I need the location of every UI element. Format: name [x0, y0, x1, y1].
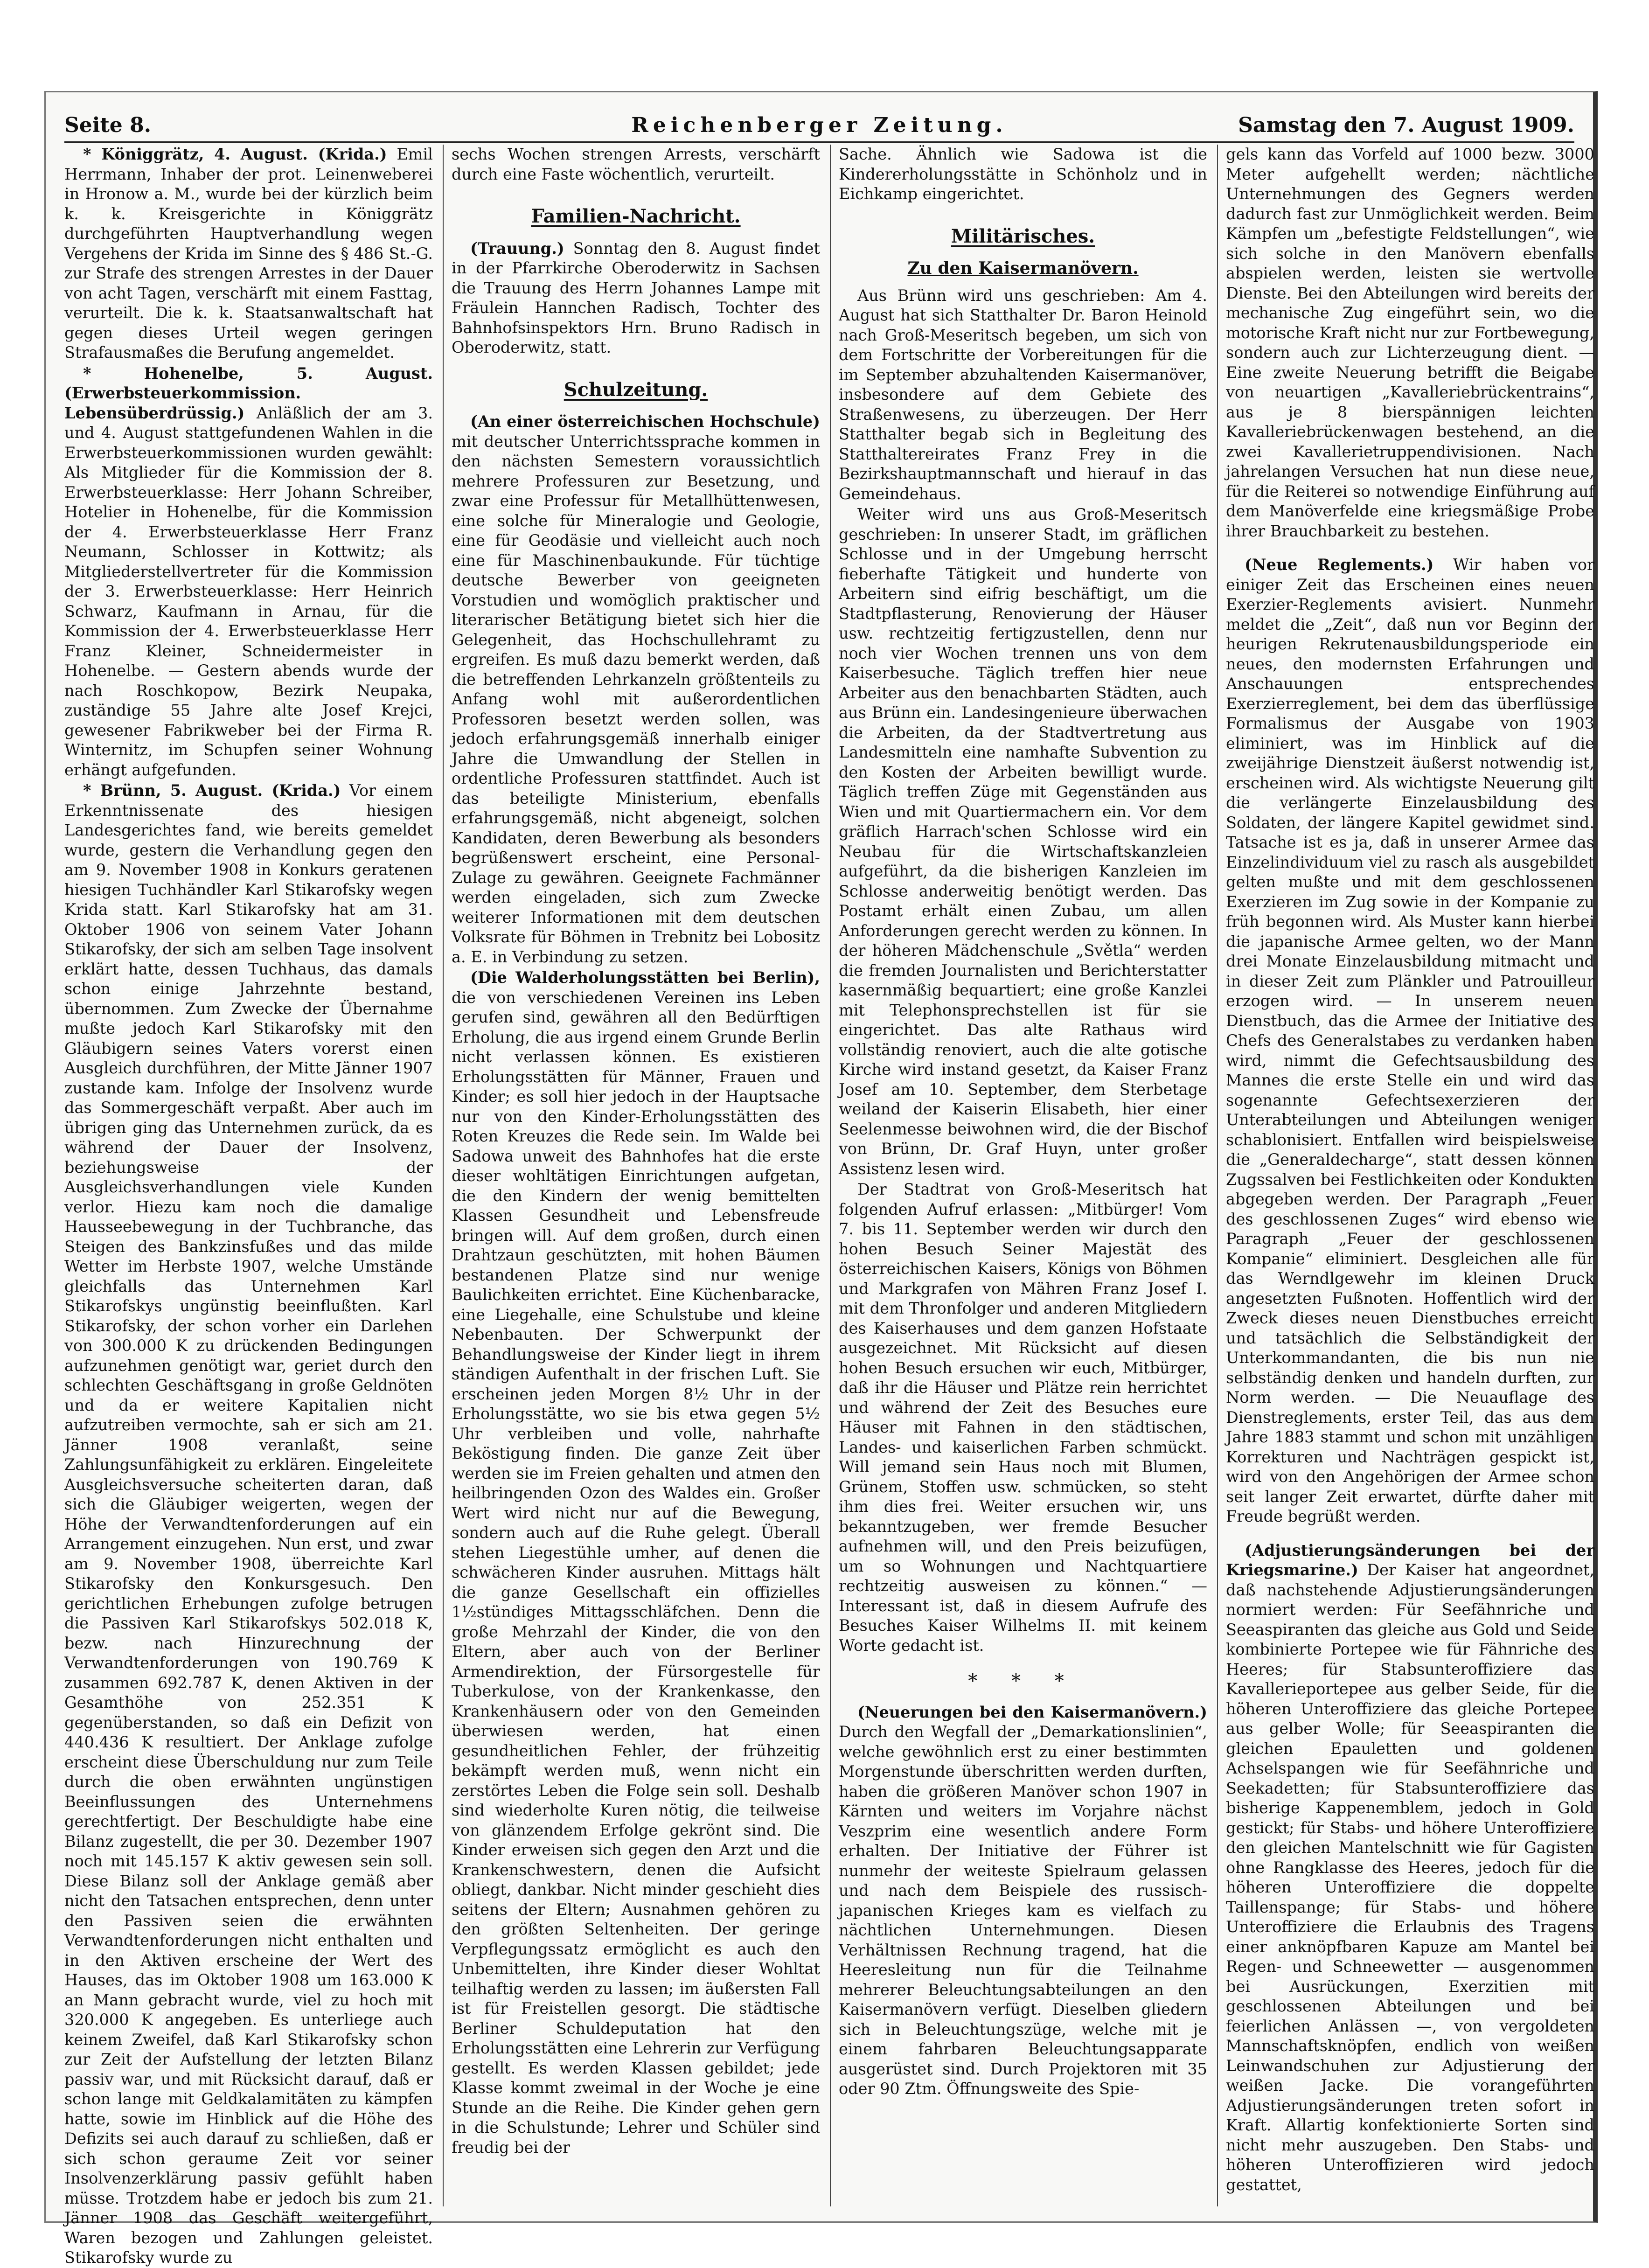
column-divider [443, 145, 444, 2206]
article [839, 1703, 1207, 2099]
article-continuation: Sache. Ähnlich wie Sadowa ist die Kindererholungsstätte in Schönholz und in Eichkamp eingerichtet. [839, 145, 1207, 203]
article-body: Anläßlich der am 3. und 4. August stattgefundenen Wahlen in die Erwerbsteuerkommissionen wurden gewählt: Als Mitglieder für die Kommission der 8. Erwerbsteuerklasse: Herr Johann Schreiber, Hotelier in Hohenelbe, für die Kommission der 4. Erwerbsteuerklasse Herr Franz Neumann, Schlosser in Kottwitz; als Mitgliederstellvertreter für die Kommission der 3. Erwerbsteuerklasse: Herr Heinrich Schwarz, Kaufmann in Arnau, für die Kommission der 4. Erwerbsteuerklasse Herr Franz Kleiner, Schneidermeister in Hohenelbe. — Gestern abends wurde der nach Roschkopow, Bezirk Neupaka, zuständige 55 Jahre alte Josef Krejci, gewesener Fabrikweber bei der Firma R. Winternitz, im Schupfen seiner Wohnung erhängt aufgefunden. [64, 404, 433, 779]
article-paragraph: Der Stadtrat von Groß-Meseritsch hat folgenden Aufruf erlassen: „Mitbürger! Vom 7. bis 11. September werden wir durch den hohen Besuch Seiner Majestät des österreichischen Kaisers, Königs von Böhmen und Markgrafen von Mähren Franz Josef I. mit dem Thronfolger und anderen Mitgliedern des Kaiserhauses und dem ganzen Hofstaate ausgezeichnet. Mit Rücksicht auf diesen hohen Besuch ersuchen wir euch, Mitbürger, daß ihr die Häuser und Plätze rein herrichtet und während der Zeit des Besuches eure Häuser mit Fahnen in den städtischen, Landes- und kaiserlichen Farben schmückt. Will jemand sein Haus noch mit Blumen, Grünem, Stoffen usw. schmücken, so steht ihm dies frei. Weiter ersuchen wir, uns bekanntzugeben, wer fremde Besucher aufnehmen will, und den Preis beizufügen, um so Wohnungen und Nachtquartiere rechtzeitig ausweisen zu können.“ — Interessant ist, daß in diesem Aufrufe des Besuches Kaiser Wilhelms II. mit keinem Worte gedacht ist. [839, 1180, 1207, 1655]
column-1 [64, 145, 433, 2267]
article-body: Durch den Wegfall der „Demarkationslinien“, welche gewöhnlich erst zu einer bestimmten Morgenstunde überschritten werden durften, haben die größeren Manöver schon 1907 in Kärnten und weiters im Vorjahre nächst Veszprim eine wesentlich andere Form erhalten. Der Initiative der Führer ist nunmehr der weiteste Spielraum gelassen und nach dem Beispiele des russisch-japanischen Krieges kam es vielfach zu nächtlichen Unternehmungen. Diesen Verhältnissen Rechnung tragend, hat die Heeresleitung nun für die Teilnahme mehrerer Beleuchtungsabteilungen an den Kaisermanövern verfügt. Dieselben gliedern sich in Beleuchtungszüge, welche mit je einem fahrbaren Beleuchtungsapparate ausgerüstet sind. Durch Projektoren mit 35 oder 90 Ztm. Öffnungsweite des Spie- [839, 1723, 1207, 2098]
article-lead: (Die Walderholungsstätten bei Berlin), [470, 968, 820, 987]
article [452, 239, 820, 358]
article-body: Emil Herrmann, Inhaber der prot. Leinenweberei in Hronow a. M., wurde bei der kürzlich beim k. k. Kreisgerichte in Königgrätz durchgeführten Hauptverhandlung wegen Vergehens der Krida im Sinne des § 486 St.-G. zur Strafe des strengen Arrestes in der Dauer von acht Tagen, verschärft mit einem Fasttag, verurteilt. Die k. k. Staatsanwaltschaft hat gegen dieses Urteil wegen geringen Strafausmaßes die Berufung angemeldet. [64, 145, 433, 362]
article-lead: (Adjustierungsänderungen bei der Kriegsmarine.) [1226, 1541, 1594, 1579]
page-header [64, 109, 1574, 143]
article-body: mit deutscher Unterrichtssprache kommen in den nächsten Semestern voraussichtlich mehrere Professuren zur Besetzung, und zwar eine Professur für Metallhüttenwesen, eine solche für Mineralogie und Geologie, eine für Geodäsie und vielleicht auch noch eine für Maschinenbaukunde. Für tüchtige deutsche Bewerber von geeigneten Vorstudien und womöglich praktischer und literarischer Betätigung bietet sich hier die Gelegenheit, das Hochschullehramt zu ergreifen. Es muß dazu bemerkt werden, daß die betreffenden Lehrkanzeln größtenteils zu Anfang wohl mit außerordentlichen Professoren besetzt werden sollen, was jedoch erfahrungsgemäß innerhalb einiger Jahre die Umwandlung der Stellen in ordentliche Professuren stattfindet. Auch ist das beteiligte Ministerium, ebenfalls erfahrungsgemäß, nicht abgeneigt, solchen Kandidaten, deren Bewerbung als besonders begrüßenswert erscheint, eine Personal-Zulage zu gewähren. Geeignete Fachmänner werden eingeladen, sich zum Zwecke weiterer Informationen mit dem deutschen Volksrate für Böhmen in Trebnitz bei Lobositz a. E. in Verbindung zu setzen. [452, 432, 820, 966]
article [1226, 555, 1594, 1527]
article-body: Sonntag den 8. August findet in der Pfarrkirche Oberoderwitz in Sachsen die Trauung des Herrn Johannes Lampe mit Fräulein Hannchen Radisch, Tochter des Bahnhofsinspektors Hrn. Bruno Radisch in Oberoderwitz, statt. [452, 239, 820, 356]
article-lead: (Neue Reglements.) [1245, 556, 1434, 574]
article-continuation: sechs Wochen strengen Arrests, verschärft durch eine Faste wöchentlich, verurteilt. [452, 145, 820, 183]
section-heading-school: Schulzeitung. [564, 378, 708, 401]
article-body: Vor einem Erkenntnissenate des hiesigen Landesgerichtes fand, wie bereits gemeldet wurde, gestern die Verhandlung gegen den am 9. November 1908 in Konkurs geratenen hiesigen Tuchhändler Karl Stikarofsky wegen Krida statt. Karl Stikarofsky hat am 31. Oktober 1906 von seinem Vater Johann Stikarofsky, der sich am selben Tage insolvent erklärt hatte, dessen Tuchhaus, das damals schon einige Jahrzehnte bestand, übernommen. Zum Zwecke der Übernahme mußte jedoch Karl Stikarofsky mit den Gläubigern seines Vaters vorerst einen Ausgleich durchführen, der Mitte Jänner 1907 zustande kam. Infolge der Insolvenz wurde das Sommergeschäft verpaßt. Aber auch im übrigen ging das Unternehmen zurück, da es während der Dauer der Insolvenz, beziehungsweise der Ausgleichsverhandlungen viele Kunden verlor. Hiezu kam noch die damalige Hausseebewegung in der Tuchbranche, das Steigen des Bankzinsfußes und das milde Wetter im Herbste 1907, welche Umstände gleichfalls das Unternehmen Karl Stikarofskys ungünstig beeinflußten. Karl Stikarofsky, der schon vorher ein Darlehen von 300.000 K zu drückenden Bedingungen aufzunehmen genötigt war, geriet durch den schlechten Geschäftsgang in große Geldnöten und da er weitere Kapitalien nicht aufzutreiben vermochte, sah er sich am 21. Jänner 1908 veranlaßt, seine Zahlungsunfähigkeit zu erklären. Eingeleitete Ausgleichsversuche scheiterten daran, daß sich die Gläubiger weigerten, wegen der Höhe der Verwandtenforderungen auf ein Arrangement einzugehen. Nun erst, und zwar am 9. November 1908, überreichte Karl Stikarofsky den Konkursgesuch. Den gerichtlichen Erhebungen zufolge betrugen die Passiven Karl Stikarofskys 502.018 K, bezw. nach Hinzurechnung der Verwandtenforderungen von 190.769 K zusammen 692.787 K, denen Aktiven in der Gesamthöhe von 252.351 K gegenüberstanden, so daß ein Defizit von 440.436 K resultiert. Der Anklage zufolge erscheint diese Überschuldung nur zum Teile durch die oben erwähnten ungünstigen Beeinflussungen des Unternehmens gerechtfertigt. Der Beschuldigte habe eine Bilanz zugestellt, die per 30. Dezember 1907 noch mit 145.157 K aktiv gewesen sein soll. Diese Bilanz soll der Anklage gemäß aber nicht den Tatsachen entsprechen, denn unter den Passiven seien die erwähnten Verwandtenforderungen nicht enthalten und in den Aktiven erscheine der Wert des Hauses, das im Oktober 1908 um 163.000 K an Mann gebracht wurde, viel zu hoch mit 320.000 K angegeben. Es unterliege auch keinem Zweifel, daß Karl Stikarofsky schon zur Zeit der Aufstellung der letzten Bilanz passiv war, und mit Rücksicht darauf, daß er schon lange mit Geldkalamitäten zu kämpfen hatte, sowie im Hinblick auf die Höhe des Defizits sei auch darauf zu schließen, daß er sich schon geraume Zeit vor seiner Insolvenzerklärung passiv gefühlt haben müsse. Trotzdem habe er jedoch bis zum 21. Jänner 1908 das Geschäft weitergeführt, Waren bezogen und Zahlungen geleistet. Stikarofsky wurde zu [64, 781, 433, 2267]
section-heading-family: Familien-Nachricht. [531, 205, 741, 227]
column-3 [839, 145, 1207, 2206]
article [452, 412, 820, 967]
section-heading-military: Militärisches. [951, 225, 1095, 247]
article-lead: (Trauung.) [470, 239, 564, 257]
article [452, 968, 820, 2157]
article-lead: * Brünn, 5. August. (Krida.) [83, 781, 341, 800]
newspaper-title: Reichenberger Zeitung. [631, 113, 1008, 137]
article [64, 364, 433, 780]
article-continuation: gels kann das Vorfeld auf 1000 bezw. 3000 Meter aufgehellt werden; nächtliche Unternehmungen des Gegners werden dadurch fast zur Unmöglichkeit werden. Beim Kämpfen um „befestigte Feldstellungen“, wie sich solche in den Manövern ebenfalls abspielen werden, leisten sie wertvolle Dienste. Bei den Abteilungen wird bereits der mechanische Zug eingeführt sein, wo die motorische Kraft nicht nur zur Fortbewegung, sondern auch zur Lichterzeugung dient. — Eine zweite Neuerung betrifft die Beigabe von neuartigen „Kavalleriebrückentrains“, aus je 8 bierspännigen leichten Kavalleriebrückenwagen bestehend, an die zwei Kavallerietruppendivisionen. Nach jahrelangen Versuchen hat nun diese neue, für die Reiterei so notwendige Einführung auf dem Manöverfelde eine kriegsmäßige Probe ihrer Brauchbarkeit zu bestehen. [1226, 145, 1594, 540]
article-lead: * Hohenelbe, 5. August. (Erwerbsteuerkommission. Lebensüberdrüssig.) [64, 364, 433, 422]
article-lead: (An einer österreichischen Hochschule) [470, 412, 820, 431]
article-body: Der Kaiser hat angeordnet, daß nachstehende Adjustierungsänderungen normiert werden: Für Seefähnriche und Seeaspiranten das gleiche aus Gold und Seide kombinierte Portepee wie für Fähnriche des Heeres; für Stabsunteroffiziere das Kavallerieportepee aus gelber Seide, für die höheren Unteroffiziere das gleiche Portepee aus gelber Wolle; für Seeaspiranten die gleichen Epauletten und goldenen Achselspangen wie für Seefähnriche und Seekadetten; für Stabsunteroffiziere das bisherige Kappenemblem, jedoch in Gold gestickt; für Stabs- und höhere Unteroffiziere den gleichen Mantelschnitt wie für Gagisten ohne Rangklasse des Heeres, jedoch für die höheren Unteroffiziere die doppelte Taillenspange; für Stabs- und höhere Unteroffiziere die Erlaubnis des Tragens einer anknöpfbaren Kapuze am Mantel bei Regen- und Schneewetter — ausgenommen bei Ausrückungen, Exerzitien mit geschlossenen Abteilungen und bei feierlichen Anlässen —, von vergoldeten Mannschaftsknöpfen, endlich von weißen Leinwandschuhen zur Adjustierung der weißen Jacke. Die vorangeführten Adjustierungsänderungen treten sofort in Kraft. Allartig konfektionierte Sorten sind nicht mehr auszugeben. Den Stabs- und höheren Unteroffizieren wird jedoch gestattet, [1226, 1561, 1594, 2194]
article-body: die von verschiedenen Vereinen ins Leben gerufen sind, gewähren all den Bedürftigen Erholung, die aus irgend einem Grunde Berlin nicht verlassen können. Es existieren Erholungsstätten für Männer, Frauen und Kinder; es soll hier jedoch in der Hauptsache nur von den Kinder-Erholungsstätten des Roten Kreuzes die Rede sein. Im Walde bei Sadowa unweit des Bahnhofes hat die erste dieser wohltätigen Einrichtungen aufgetan, die den Kindern der wenig bemittelten Klassen Gesundheit und Lebensfreude bringen will. Auf dem großen, durch einen Drahtzaun geschützten, mit hohen Bäumen bestandenen Platze sind nur wenige Baulichkeiten errichtet. Eine Küchenbaracke, eine Liegehalle, eine Schulstube und kleine Nebenbauten. Der Schwerpunkt der Behandlungsweise der Kinder liegt in ihrem ständigen Aufenthalt in der frischen Luft. Sie erscheinen jeden Morgen 8½ Uhr in der Erholungsstätte, wo sie bis etwa gegen 5½ Uhr verbleiben und volle, nahrhafte Beköstigung finden. Die ganze Zeit über werden sie im Freien gehalten und atmen den heilbringenden Ozon des Waldes ein. Großer Wert wird nicht nur auf die Bewegung, sondern auch auf die Ruhe gelegt. Überall stehen Liegestühle umher, auf denen die schwächeren Kinder ausruhen. Mittags hält die ganze Gesellschaft ein offizielles 1½stündiges Mittagsschläfchen. Denn die große Mehrzahl der Kinder, die von den Eltern, aber auch von der Berliner Armendirektion, der Fürsorgestelle für Tuberkulose, von der Krankenkasse, den Krankenhäusern oder von den Gemeinden überwiesen werden, hat einen gesundheitlichen Fehler, der frühzeitig bekämpft werden muß, wenn nicht ein zerstörtes Leben die Folge sein soll. Deshalb sind wiederholte Kuren nötig, die teilweise von glänzendem Erfolge gekrönt sind. Die Kinder erweisen sich gegen den Arzt und die Krankenschwestern, denen die Aufsicht obliegt, dankbar. Nicht minder geschieht dies seitens der Eltern; Ausnahmen gehören zu den größten Seltenheiten. Der geringe Verpflegungssatz ermöglicht es auch den Unbemittelten, ihre Kinder dieser Wohltat teilhaftig werden zu lassen; im äußersten Fall ist für Freistellen gesorgt. Die städtische Berliner Schuldeputation hat den Erholungsstätten eine Lehrerin zur Verfügung gestellt. Es werden Klassen gebildet; jede Klasse kommt zweimal in der Woche je eine Stunde an die Reihe. Die Kinder gehen gern in die Schulstunde; Lehrer und Schüler sind freudig bei der [452, 988, 820, 2157]
article-body: Wir haben vor einiger Zeit das Erscheinen eines neuen Exerzier-Reglements avisiert. Nunmehr meldet die „Zeit“, daß nun vor Beginn der heurigen Rekrutenausbildungsperiode ein neues, den modernsten Erfahrungen und Anschauungen entsprechendes Exerzierreglement, bei dem das überflüssige Formalismus der Ausgabe von 1903 eliminiert, was im Hinblick auf die zweijährige Dienstzeit äußerst notwendig ist, erscheinen wird. Als wichtigste Neuerung gilt die verlängerte Einzelausbildung des Soldaten, der längere Kapitel gewidmet sind. Tatsache ist es ja, daß in unserer Armee das Einzelindividuum viel zu rasch als ausgebildet gelten mußte und mit dem geschlossenen Exerzieren im Zug sowie in der Kompanie zu früh begonnen wird. Als Muster kann hierbei die japanische Armee gelten, wo der Mann drei Monate Einzelausbildung mitmacht und in dieser Zeit zum Plänkler und Patrouilleur erzogen wird. — In unserem neuen Dienstbuch, das die Armee der Initiative des Chefs des Generalstabes zu verdanken haben wird, nimmt die Gefechtsausbildung des Mannes die erste Stelle ein und wird das sogenannte Gefechtsexerzieren der Unterabteilungen und Abteilungen weniger schablonisiert. Entfallen wird beispielsweise die „Generaldecharge“, statt dessen können Zugssalven bei Festlichkeiten oder Kondukten abgegeben werden. Der Paragraph „Feuer des geschlossenen Zuges“ wird ebenso wie Paragraph „Feuer der geschlossenen Kompanie“ eliminiert. Desgleichen alle für das Werndlgewehr im kleinen Druck angesetzten Fußnoten. Hoffentlich wird der Zweck dieses neuen Dienstbuches erreicht und tatsächlich die Selbständigkeit der Unterkommandanten, die bis nun nie selbständig denken und handeln durften, zur Norm werden. — Die Neuauflage des Dienstreglements, erster Teil, das aus dem Jahre 1883 stammt und schon mit unzähligen Korrekturen und Nachträgen gespickt ist, wird von den Angehörigen der Armee schon seit langer Zeit erwartet, dürfte daher mit Freude begrüßt werden. [1226, 556, 1595, 1525]
article-lead: * Königgrätz, 4. August. (Krida.) [83, 145, 387, 163]
column-divider [1217, 145, 1218, 2206]
article [1226, 1541, 1594, 2195]
subsection-heading-manoeuvre: Zu den Kaisermanövern. [907, 258, 1139, 278]
column-divider [830, 145, 831, 2206]
newspaper-page [44, 91, 1598, 2267]
section-separator: * * * [968, 1670, 1078, 1692]
column-2 [452, 145, 820, 2206]
article [64, 781, 433, 2268]
article [64, 145, 433, 363]
page-number: Seite 8. [64, 113, 152, 137]
issue-date: Samstag den 7. August 1909. [1238, 113, 1574, 137]
column-4 [1226, 145, 1594, 2206]
article-paragraph: Weiter wird uns aus Groß-Meseritsch geschrieben: In unserer Stadt, im gräflichen Schlosse und in der Umgebung herrscht fieberhafte Tätigkeit und hunderte von Arbeitern sind eifrig beschäftigt, um die Stadtpflasterung, Renovierung der Häuser usw. rechtzeitig fertigzustellen, denn nur noch vier Wochen trennen uns von dem Kaiserbesuche. Täglich treffen hier neue Arbeiter aus den benachbarten Städten, auch aus Brünn ein. Landesingenieure überwachen die Arbeiten, da der Stadtvertretung aus Landesmitteln eine namhafte Subvention zu den Kosten der Arbeiten bewilligt wurde. Täglich treffen Züge mit Gegenständen aus Wien und mit Quartiermachern ein. Vor dem gräflich Harrach'schen Schlosse wird ein Neubau für die Wirtschaftskanzleien aufgeführt, da die bisherigen Kanzleien im Schlosse anderweitig benötigt werden. Das Postamt erhält einen Zubau, um allen Anforderungen gerecht werden zu können. In der höheren Mädchenschule „Světla“ werden die fremden Journalisten und Berichterstatter kasernmäßig bequartiert; eine große Kanzlei mit Telephonsprechstellen ist für sie eingerichtet. Das alte Rathaus wird vollständig renoviert, auch die alte gotische Kirche wird instand gesetzt, da Kaiser Franz Josef am 10. September, dem Sterbetage weiland der Kaiserin Elisabeth, hier einer Seelenmesse beiwohnen wird, die der Bischof von Brünn, Dr. Graf Huyn, unter großer Assistenz lesen wird. [839, 505, 1207, 1178]
article-paragraph: Aus Brünn wird uns geschrieben: Am 4. August hat sich Statthalter Dr. Baron Heinold nach Groß-Meseritsch begeben, um sich von dem Fortschritte der Vorbereitungen für die im September abzuhaltenden Kaisermanöver, insbesondere auf dem Gebiete des Straßenwesens, zu überzeugen. Der Herr Statthalter begab sich in Begleitung des Statthaltereirates Franz Frey in die Bezirkshauptmannschaft und hierauf in das Gemeindehaus. [839, 286, 1207, 503]
article-lead: (Neuerungen bei den Kaisermanövern.) [857, 1703, 1207, 1721]
